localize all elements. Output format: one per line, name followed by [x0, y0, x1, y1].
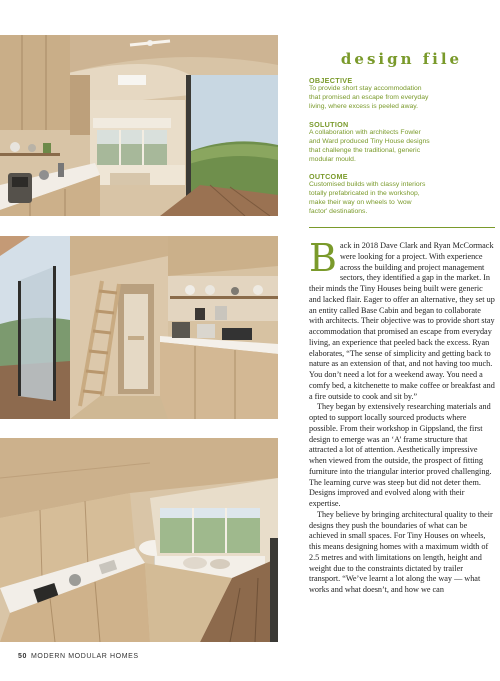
page-footer: [18, 653, 139, 660]
article-paragraph: They began by extensively researching materials and opted to support locally sourced products where possible. From their workshop in Gippsland, the first design to emerge was an ‘A’ frame structure that attracted a lot of attention. Aesthetically impressive when viewed from the outside, the prospect of fitting furniture into the triangular interior proved challenging. The learning curve was steep but did not deter them. Designs improved and evolved along with their expertise.: [309, 402, 492, 508]
outcome-line: make their way on wheels to 'wow: [309, 198, 412, 206]
objective-line: To provide short stay accommodation: [309, 85, 422, 92]
interior-photo-overhead-view: [0, 438, 278, 642]
drop-cap: B: [309, 236, 337, 280]
interior-photo-ladder-doorway: [0, 236, 278, 419]
section-divider: [309, 227, 495, 228]
outcome-line: totally prefabricated in the workshop,: [309, 189, 420, 197]
solution-line: that challenge the traditional, generic: [309, 146, 421, 154]
objective-line: living, where excess is peeled away.: [309, 102, 419, 110]
article-paragraph: They believe by bringing architectural quality to their designs they push the boundaries of what can be achieved in small spaces. For Tiny Houses on wheels, this means designing homes with a maximum width of 2.5 metres and with limitations on length, height and weight due to the constraints dictated by trailer transport. “We’ve learnt a lot along the way — what works and what doesn’t, and how we can: [309, 509, 493, 594]
kitchen-window-image: [0, 35, 278, 216]
objective-text: [309, 85, 489, 112]
publication-name: MODERN MODULAR HOMES: [31, 653, 139, 660]
article-paragraph: [309, 236, 495, 402]
outcome-line: factor' destinations.: [309, 207, 368, 215]
solution-line: and Ward produced Tiny House designs: [309, 137, 430, 145]
solution-text: [309, 129, 489, 165]
paragraph-text: ack in 2018 Dave Clark and Ryan McCormack were looking for a project. With experience across the building and project management sectors, they identified a gap in the market. In their minds the Tiny Houses being built were generic and lacked flair. Eager to offer an alternative, they set up an entity called Base Cabin and began to collaborate with architects. Their objective was to provide short stay accommodation that promised an escape from everyday living, an experience that peeled back the excess. Ryan elaborates, “The sense of simplicity and getting back to nature as an extension of that, and not having too much. You don’t need a lot for a weekend away. You need a comfy bed, a kitchenette to make coffee or breakfast and a fire outside to cook and sit by.”: [309, 241, 495, 401]
ladder-doorway-image: [0, 236, 278, 419]
outcome-text: [309, 181, 489, 217]
objective-heading: OBJECTIVE: [309, 76, 353, 85]
interior-photo-kitchen-window: [0, 35, 278, 216]
article-body: [309, 236, 495, 596]
outcome-heading: OUTCOME: [309, 172, 348, 181]
design-file-title: design file: [340, 50, 463, 68]
solution-line: A collaboration with architects Fowler: [309, 129, 421, 136]
overhead-view-image: [0, 438, 278, 642]
objective-line: that promised an escape from everyday: [309, 93, 429, 101]
page-number: 50: [18, 653, 27, 660]
solution-line: modular mould.: [309, 155, 356, 163]
solution-heading: SOLUTION: [309, 120, 349, 129]
outcome-line: Customised builds with classy interiors: [309, 181, 426, 188]
